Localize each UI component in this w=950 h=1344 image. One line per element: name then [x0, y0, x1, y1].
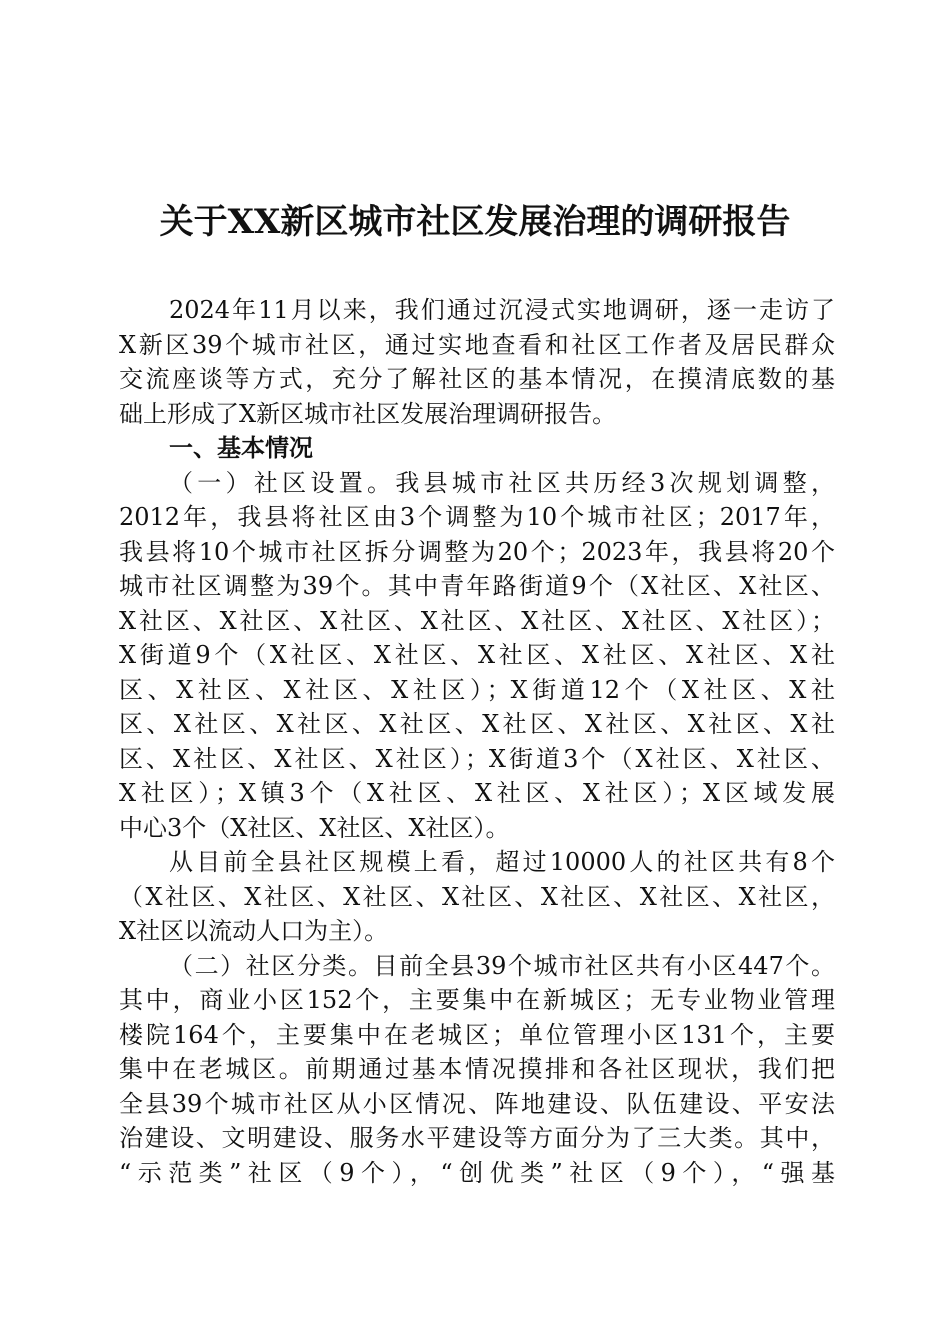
body-text-line: 我县将10个城市社区拆分调整为20个；2023年，我县将20个 — [119, 537, 835, 566]
body-text-line: 中心3个（X社区、X社区、X社区）。 — [119, 813, 510, 842]
section-heading: 一、基本情况 — [169, 434, 313, 462]
body-text-line: 治建设、文明建设、服务水平建设等方面分为了三大类。其中， — [119, 1124, 835, 1152]
body-text-line: （二）社区分类。目前全县39个城市社区共有小区447个。 — [169, 951, 835, 980]
body-text-line: 集中在老城区。前期通过基本情况摸排和各社区现状，我们把 — [119, 1055, 835, 1083]
body-text-line: “示范类”社区（9个），“创优类”社区（9个），“强基 — [119, 1158, 835, 1187]
body-text-line: 交流座谈等方式，充分了解社区的基本情况，在摸清底数的基 — [119, 365, 835, 393]
body-text-line: 区、X社区、X社区、X社区）；X街道12个（X社区、X社 — [119, 675, 835, 704]
body-text-line: 区、X社区、X社区、X社区、X社区、X社区、X社区、X社 — [119, 710, 835, 738]
body-text-line: X社区、X社区、X社区、X社区、X社区、X社区、X社区）； — [119, 606, 835, 635]
body-text-line: 城市社区调整为39个。其中青年路街道9个（X社区、X社区、 — [119, 572, 835, 600]
body-text-line: X社区）；X镇3个（X社区、X社区、X社区）；X区域发展 — [119, 779, 835, 807]
body-text-line: 区、X社区、X社区、X社区）；X街道3个（X社区、X社区、 — [119, 744, 835, 773]
document-body — [119, 293, 835, 1190]
body-text-line: 2012年，我县将社区由3个调整为10个城市社区；2017年， — [119, 503, 835, 531]
body-text-line: X社区以流动人口为主）。 — [119, 917, 389, 945]
body-text-line: 楼院164个，主要集中在老城区；单位管理小区131个，主要 — [119, 1020, 835, 1049]
body-text-line: （X社区、X社区、X社区、X社区、X社区、X社区、X社区， — [119, 882, 835, 911]
body-text-line: （一）社区设置。我县城市社区共历经3次规划调整， — [169, 468, 835, 497]
body-text-line: 2024年11月以来，我们通过沉浸式实地调研，逐一走访了 — [169, 296, 835, 324]
document-title: 关于XX新区城市社区发展治理的调研报告 — [159, 202, 791, 242]
body-text-line: 全县39个城市社区从小区情况、阵地建设、队伍建设、平安法 — [119, 1089, 835, 1118]
body-text-line: 础上形成了X新区城市社区发展治理调研报告。 — [119, 399, 617, 428]
body-text-line: X新区39个城市社区，通过实地查看和社区工作者及居民群众 — [119, 330, 835, 359]
body-text-line: 其中，商业小区152个，主要集中在新城区；无专业物业管理 — [119, 986, 835, 1014]
body-text-line: X街道9个（X社区、X社区、X社区、X社区、X社区、X社 — [119, 641, 835, 669]
body-text-line: 从目前全县社区规模上看，超过10000人的社区共有8个 — [169, 848, 835, 876]
